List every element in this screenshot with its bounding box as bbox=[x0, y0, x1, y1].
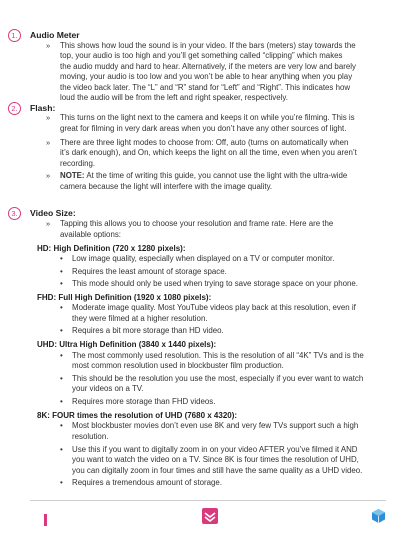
list-item bbox=[72, 279, 390, 290]
text-line: This shows how loud the sound is in your video. If the bars (meters) stay towards the bbox=[60, 40, 356, 50]
cube-logo-icon bbox=[371, 508, 386, 524]
text-line: There are three light modes to choose from: Off, auto (turns on automatically when bbox=[60, 137, 349, 147]
note-label: NOTE: bbox=[60, 171, 85, 181]
resolution-heading-fhd: FHD: Full High Definition (1920 x 1080 pixels): bbox=[37, 293, 212, 303]
chevron-bullet-icon: » bbox=[46, 137, 51, 147]
bullet-dot-icon: • bbox=[60, 397, 63, 407]
text-line: Requires more storage than FHD videos. bbox=[72, 397, 216, 407]
section-heading-video-size: Video Size: bbox=[30, 208, 76, 219]
list-item bbox=[72, 421, 390, 442]
bullet-dot-icon: • bbox=[60, 373, 63, 383]
text-line: they were filmed at a higher resolution. bbox=[72, 313, 208, 323]
video-size-paragraph bbox=[60, 219, 390, 240]
bullet-dot-icon: • bbox=[60, 266, 63, 276]
section-number-1: 1. bbox=[8, 29, 21, 42]
footer-accent-bar bbox=[44, 514, 47, 526]
techisode-logo-icon bbox=[202, 508, 218, 524]
chevron-bullet-icon: » bbox=[46, 219, 51, 229]
text-line: you can digitally zoom in four times and still have the same quality as a UHD video. bbox=[72, 465, 363, 475]
chevron-bullet-icon: » bbox=[46, 113, 51, 123]
text-line: top, your audio is too high and you’ll get something called “clipping” which makes bbox=[60, 51, 343, 61]
text-line: This mode should only be used when trying to save storage space on your phone. bbox=[72, 279, 358, 288]
list-item bbox=[72, 478, 390, 489]
text-line: Tapping this allows you to choose your resolution and frame rate. Here are the bbox=[60, 219, 334, 229]
text-line: Most blockbuster movies don’t even use 8K and very few TVs support such a high bbox=[72, 421, 359, 431]
bullet-dot-icon: • bbox=[60, 444, 63, 454]
text-line: the video back later. The “L” and “R” stand for “Left” and “Right”. This indicates how bbox=[60, 82, 351, 92]
text-line: available options: bbox=[60, 229, 121, 239]
list-item bbox=[72, 326, 390, 337]
text-line: Use this if you want to digitally zoom in on your video AFTER you’ve filmed it AND bbox=[72, 444, 358, 454]
text-line bbox=[60, 171, 390, 182]
text-line: the audio muddy and hard to hear. Alternatively, if the meters are very low and barely bbox=[60, 61, 356, 71]
resolution-heading-hd: HD: High Definition (720 x 1280 pixels): bbox=[37, 243, 186, 253]
text-line: your videos on a TV. bbox=[72, 384, 144, 394]
section-number-3: 3. bbox=[8, 207, 21, 220]
bullet-dot-icon: • bbox=[60, 421, 63, 431]
text-line: Requires a bit more storage than HD video. bbox=[72, 326, 224, 336]
text-line: Low image quality, especially when displayed on a TV or computer monitor. bbox=[72, 253, 335, 263]
text-line: resolution. bbox=[72, 431, 109, 441]
list-item bbox=[72, 351, 390, 372]
bullet-dot-icon: • bbox=[60, 326, 63, 336]
text-line: This should be the resolution you use the most, especially if you ever want to watch bbox=[72, 373, 364, 383]
audio-meter-paragraph bbox=[60, 41, 390, 104]
resolution-heading-uhd: UHD: Ultra High Definition (3840 x 1440 pixels): bbox=[37, 340, 217, 350]
section-number-2: 2. bbox=[8, 102, 21, 115]
text-line: camera because the light will interfere with the image quality. bbox=[60, 181, 273, 191]
chevron-bullet-icon: » bbox=[46, 171, 51, 181]
resolution-heading-8k: 8K: FOUR times the resolution of UHD (7680 x 4320): bbox=[37, 411, 238, 421]
list-item bbox=[72, 303, 390, 324]
text-line: moving, your audio is too low and you won’t be able to hear anything when you play bbox=[60, 72, 353, 82]
bullet-dot-icon: • bbox=[60, 350, 63, 360]
text-line: you want to watch the video on a TV. Since 8K is four times the resolution of UHD, bbox=[72, 455, 359, 465]
section-heading-audio-meter: Audio Meter bbox=[30, 29, 80, 40]
text-line: Moderate image quality. Most YouTube videos play back at this resolution, even if bbox=[72, 303, 356, 313]
text-line: loud the audio will be from the left and right speaker, respectively. bbox=[60, 93, 288, 103]
flash-note-paragraph bbox=[60, 171, 390, 192]
text-line: This turns on the light next to the camera and keeps it on while you’re filming. This is bbox=[60, 113, 355, 123]
list-item bbox=[72, 374, 390, 395]
note-text: At the time of writing this guide, you cannot use the light with the ultra-wide bbox=[86, 171, 348, 181]
bullet-dot-icon: • bbox=[60, 279, 63, 288]
list-item bbox=[72, 267, 390, 278]
flash-paragraph-1 bbox=[60, 113, 390, 134]
footer-divider bbox=[30, 500, 386, 501]
bullet-dot-icon: • bbox=[60, 253, 63, 263]
bullet-dot-icon: • bbox=[60, 303, 63, 313]
list-item bbox=[72, 445, 390, 477]
text-line: Requires a tremendous amount of storage. bbox=[72, 478, 223, 488]
flash-paragraph-2 bbox=[60, 138, 390, 170]
text-line: it’s dark enough), and On, which keeps the light on all the time, even when you aren’t bbox=[60, 148, 357, 158]
section-heading-flash: Flash: bbox=[30, 103, 56, 114]
text-line: great for filming in very dark areas when you don’t have any other sources of light. bbox=[60, 123, 347, 133]
list-item bbox=[72, 397, 390, 408]
text-line: recording. bbox=[60, 158, 96, 168]
bullet-dot-icon: • bbox=[60, 478, 63, 488]
text-line: Requires the least amount of storage space. bbox=[72, 266, 227, 276]
text-line: most common resolution used in blockbuster film production. bbox=[72, 361, 284, 371]
text-line: The most commonly used resolution. This is the resolution of all “4K” TVs and is the bbox=[72, 350, 364, 360]
chevron-bullet-icon: » bbox=[46, 40, 51, 50]
list-item bbox=[72, 254, 390, 265]
